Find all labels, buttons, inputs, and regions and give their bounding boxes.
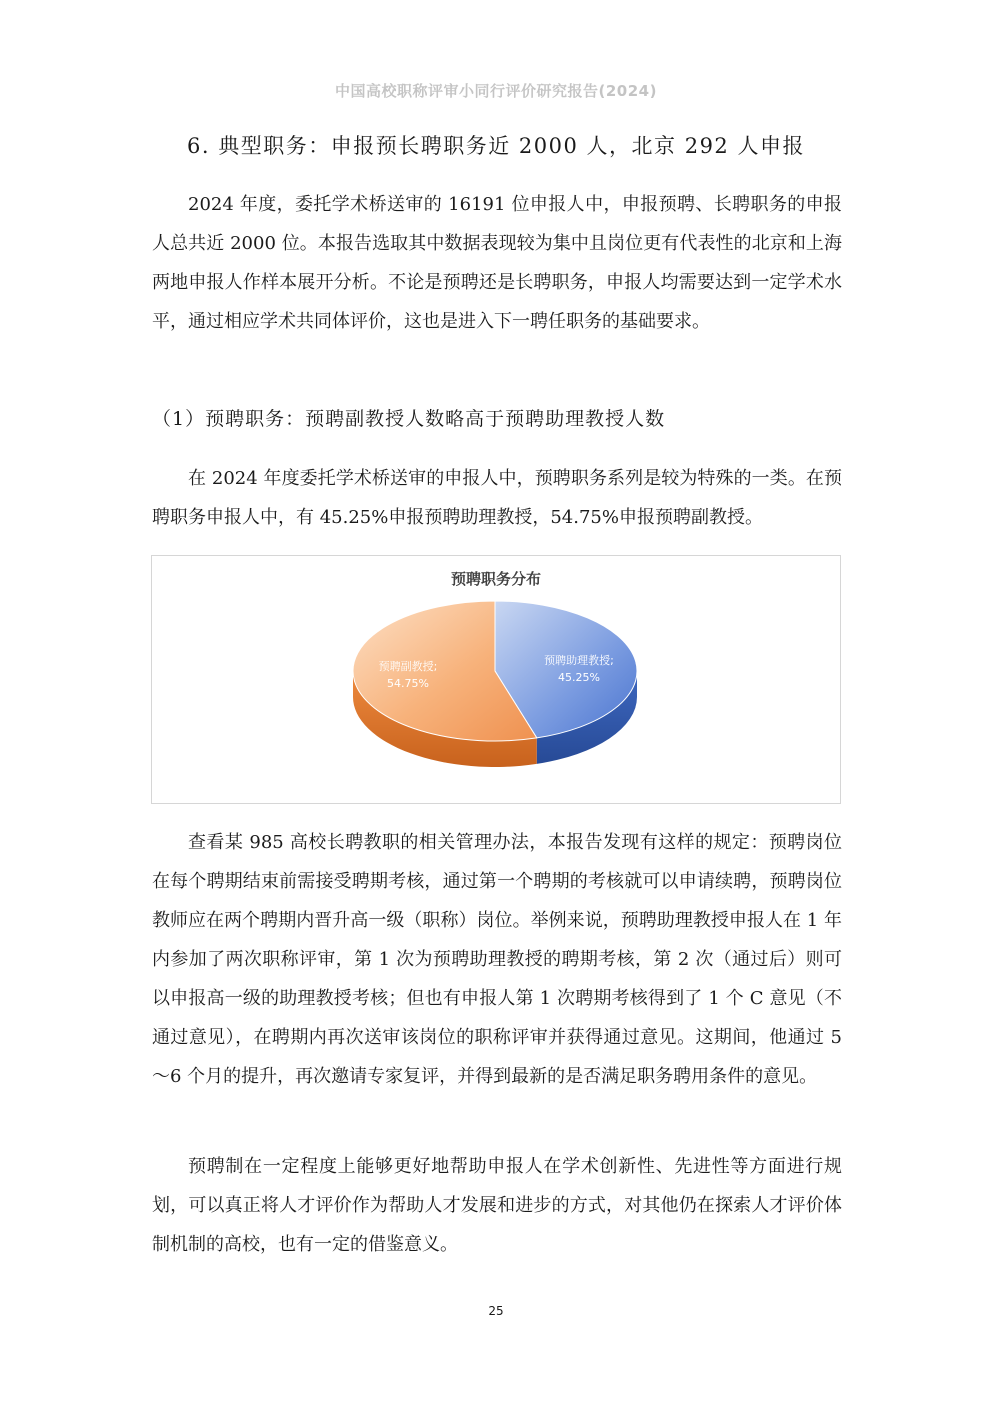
- paragraph-intro: 2024 年度，委托学术桥送审的 16191 位申报人中，申报预聘、长聘职务的申报人总共近 2000 位。本报告选取其中数据表现较为集中且岗位更有代表性的北京和上海两地申报人作样本展开分析。不论是预聘还是长聘职务，申报人均需要达到一定学术水平，通过相应学术共同体评价，这也是进入下一聘任职务的基础要求。: [152, 194, 842, 332]
- pie-slice-associate-professor-value: 54.75%: [387, 677, 429, 690]
- pie-chart-container: [151, 555, 841, 804]
- pie-slice-assistant-professor-value: 45.25%: [558, 671, 600, 684]
- subsection-heading: （1）预聘职务：预聘副教授人数略高于预聘助理教授人数: [152, 408, 666, 430]
- pie-chart: [152, 556, 840, 803]
- paragraph-preappointment-share: 在 2024 年度委托学术桥送审的申报人中，预聘职务系列是较为特殊的一类。在预聘职务申报人中，有 45.25%申报预聘助理教授，54.75%申报预聘副教授。: [152, 468, 842, 528]
- paragraph-conclusion: 预聘制在一定程度上能够更好地帮助申报人在学术创新性、先进性等方面进行规划，可以真正将人才评价作为帮助人才发展和进步的方式，对其他仍在探索人才评价体制机制的高校，也有一定的借鉴意义。: [152, 1156, 842, 1255]
- page-number: 25: [488, 1304, 504, 1318]
- section-heading: 6. 典型职务：申报预长聘职务近 2000 人，北京 292 人申报: [187, 134, 805, 158]
- pie-slice-assistant-professor-label: 预聘助理教授;: [544, 654, 614, 667]
- pie-slice-associate-professor-label: 预聘副教授;: [378, 660, 438, 673]
- chart-title: 预聘职务分布: [450, 570, 542, 588]
- paragraph-regulation: 查看某 985 高校长聘教职的相关管理办法，本报告发现有这样的规定：预聘岗位在每个聘期结束前需接受聘期考核，通过第一个聘期的考核就可以申请续聘，预聘岗位教师应在两个聘期内晋升高一级（职称）岗位。举例来说，预聘助理教授申报人在 1 年内参加了两次职称评审，第 1 次为预聘助理教授的聘期考核，第 2 次（通过后）则可以申报高一级的助理教授考核；但也有申报人第 1 次聘期考核得到了 1 个 C 意见（不通过意见），在聘期内再次送审该岗位的职称评审并获得通过意见。这期间，他通过 5～6 个月的提升，再次邀请专家复评，并得到最新的是否满足职务聘用条件的意见。: [152, 832, 842, 1087]
- running-header: 中国高校职称评审小同行评价研究报告(2024): [335, 82, 657, 100]
